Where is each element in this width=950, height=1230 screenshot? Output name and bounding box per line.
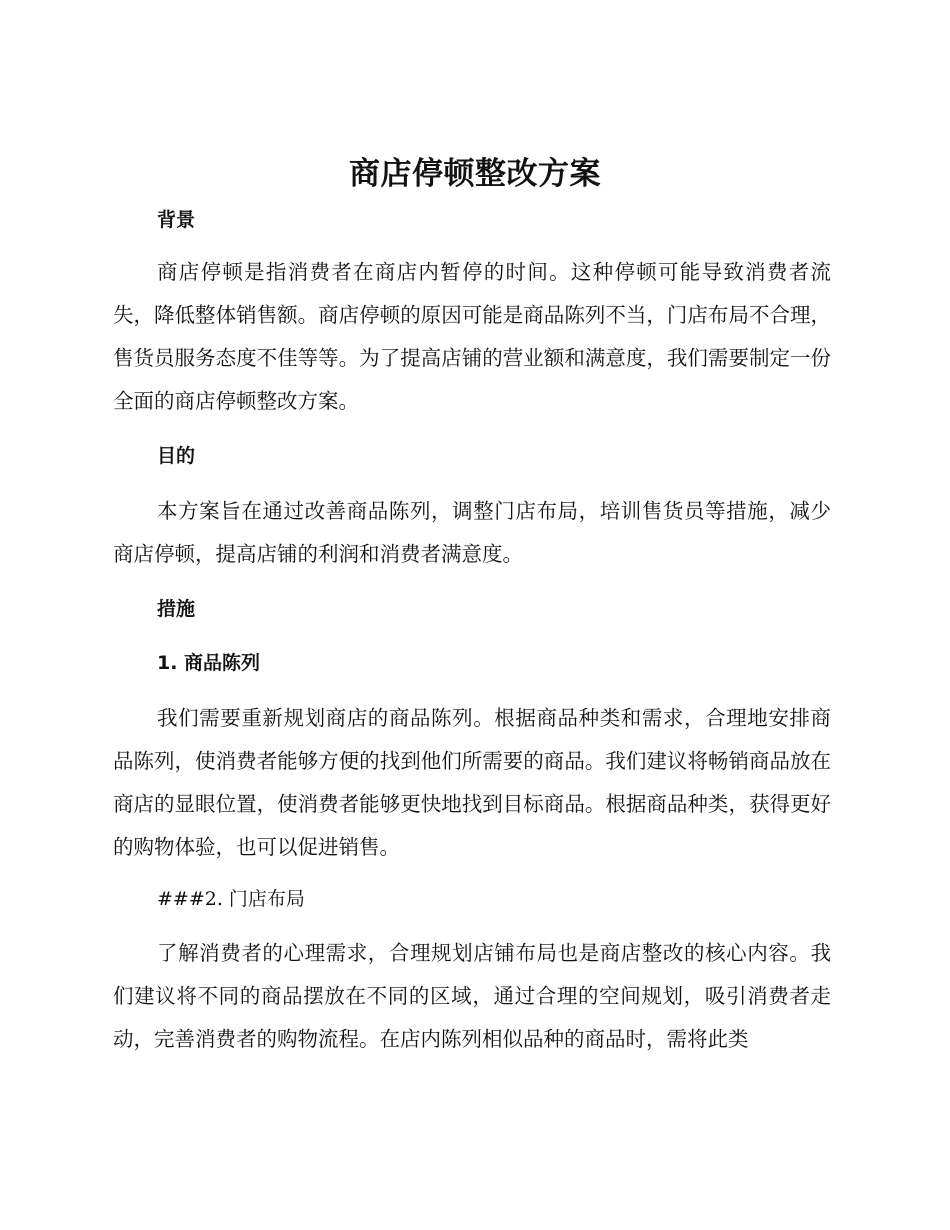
- subheading-store-layout: ###2. 门店布局: [157, 888, 305, 910]
- paragraph-store-layout: 了解消费者的心理需求，合理规划店铺布局也是商店整改的核心内容。我们建议将不同的商品摆放在不同的区域，通过合理的空间规划，吸引消费者走动，完善消费者的购物流程。在店内陈列相似品种的商品时，需将此类: [113, 941, 831, 1051]
- paragraph-purpose: 本方案旨在通过改善商品陈列，调整门店布局，培训售货员等措施，减少商店停顿，提高店铺的利润和消费者满意度。: [113, 499, 831, 566]
- section-heading-purpose: 目的: [157, 445, 196, 467]
- paragraph-background: 商店停顿是指消费者在商店内暂停的时间。这种停顿可能导致消费者流失，降低整体销售额。商店停顿的原因可能是商品陈列不当，门店布局不合理，售货员服务态度不佳等等。为了提高店铺的营业额和满意度，我们需要制定一份全面的商店停顿整改方案。: [113, 260, 831, 413]
- subheading-product-display: 1. 商品陈列: [157, 652, 261, 674]
- paragraph-product-display: 我们需要重新规划商店的商品陈列。根据商品种类和需求，合理地安排商品陈列，使消费者能够方便的找到他们所需要的商品。我们建议将畅销商品放在商店的显眼位置，使消费者能够更快地找到目标商品。根据商品种类，获得更好的购物体验，也可以促进销售。: [113, 706, 831, 859]
- section-heading-measures: 措施: [157, 598, 196, 620]
- section-heading-background: 背景: [157, 209, 196, 231]
- page-title: 商店停顿整改方案: [349, 156, 601, 192]
